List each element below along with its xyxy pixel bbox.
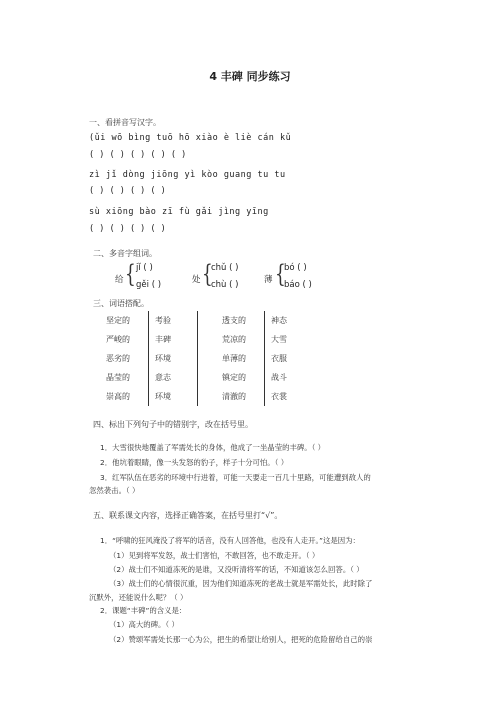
- matching-term[interactable]: 崇高的: [106, 392, 130, 401]
- polyphone-char-gei: 给: [115, 275, 124, 285]
- section1-heading: 一、看拼音写汉字。: [89, 118, 161, 127]
- matching-row: [100, 311, 313, 330]
- matching-term[interactable]: 恶劣的: [106, 354, 130, 363]
- correction-item: 2．他坑着眼睛，像一头发怒的豹子，样子十分可怕。（ ）: [100, 458, 289, 467]
- column-divider: [198, 349, 217, 368]
- matching-row: [100, 349, 313, 368]
- blank-row-3[interactable]: ( ) ( ) ( ) ( ): [89, 224, 166, 234]
- polyphone-line[interactable]: jǐ ( ): [136, 263, 153, 273]
- matching-term[interactable]: 意志: [149, 368, 198, 387]
- correction-item: 3．红军队伍在恶劣的环境中行进着，可能一天要走一百几十里路，可能遭到敌人的: [100, 473, 371, 482]
- column-divider: [198, 330, 217, 349]
- section4-heading: 四、标出下列句子中的错别字，改在括号里。: [93, 420, 253, 429]
- matching-term[interactable]: 透支的: [222, 316, 246, 325]
- option-1-3-continued: 沉默外，还能说什么呢？（ ）: [89, 593, 188, 602]
- matching-table: [100, 311, 313, 406]
- option-1-1[interactable]: （1）见到将军发怒，战士们害怕，不敢回答，也不敢走开。（ ）: [109, 551, 320, 560]
- polyphone-line[interactable]: bó ( ): [284, 263, 307, 273]
- matching-term[interactable]: 丰碑: [149, 330, 198, 349]
- matching-term[interactable]: 清澈的: [222, 392, 246, 401]
- page-title: 4 丰碑 同步练习: [209, 70, 291, 83]
- section5-heading: 五、联系课文内容，选择正确答案，在括号里打“√”。: [93, 511, 283, 520]
- matching-term[interactable]: 大雪: [265, 330, 314, 349]
- blank-row-2[interactable]: ( ) ( ) ( ) ( ): [89, 186, 166, 196]
- brace-icon: {: [125, 260, 136, 288]
- brace-icon: {: [275, 260, 286, 288]
- correction-item-continued: 忽然袭击。（ ）: [89, 486, 140, 495]
- matching-term[interactable]: 衣服: [265, 349, 314, 368]
- polyphone-char-chu: 处: [192, 275, 201, 285]
- correction-item: 1．大雪很快地覆盖了军需处长的身体，他成了一坐晶莹的丰碑。（ ）: [100, 443, 326, 452]
- pinyin-row-3: sù xiōng bào zī fù gǎi jìng yīng: [89, 207, 269, 217]
- matching-term[interactable]: 环境: [149, 387, 198, 406]
- brace-icon: {: [202, 260, 213, 288]
- option-2-2[interactable]: （2）赞颂军需处长那一心为公，把生的希望让给别人，把死的危险留给自己的崇: [109, 635, 373, 644]
- question-2: 2．课题“丰碑”的含义是：: [100, 606, 187, 615]
- matching-term[interactable]: 考验: [149, 311, 198, 330]
- option-1-2[interactable]: （2）战士们不知道冻死的是谁，又没听清将军的话，不知道该怎么回答。（ ）: [109, 565, 364, 574]
- polyphone-line[interactable]: báo ( ): [284, 280, 312, 290]
- column-divider: [198, 368, 217, 387]
- column-divider: [198, 387, 217, 406]
- polyphone-line[interactable]: chǔ ( ): [211, 263, 239, 273]
- section2-heading: 二、多音字组词。: [93, 249, 157, 258]
- matching-row: [100, 368, 313, 387]
- option-1-3[interactable]: （3）战士们的心情很沉重，因为他们知道冻死的老战士就是军需处长，此时除了: [109, 579, 373, 588]
- polyphone-char-bao: 薄: [264, 275, 273, 285]
- matching-row: [100, 387, 313, 406]
- pinyin-row-2: zì jǐ dòng jiōng yì kòo guang tu tu: [89, 170, 286, 180]
- pinyin-row-1: (ǔi wō bìng tuō hō xiào è liè cán kǔ: [89, 133, 292, 143]
- matching-term[interactable]: 战斗: [265, 368, 314, 387]
- section3-heading: 三、词语搭配。: [93, 299, 149, 308]
- matching-term[interactable]: 单薄的: [222, 354, 246, 363]
- matching-term[interactable]: 晶莹的: [106, 373, 130, 382]
- column-divider: [198, 311, 217, 330]
- matching-term[interactable]: 神态: [265, 311, 314, 330]
- option-2-1[interactable]: （1）高大的碑。（ ）: [109, 620, 179, 629]
- matching-term[interactable]: 荒凉的: [222, 335, 246, 344]
- matching-row: [100, 330, 313, 349]
- polyphone-line[interactable]: gěi ( ): [136, 280, 162, 290]
- matching-term[interactable]: 镇定的: [222, 373, 246, 382]
- matching-term[interactable]: 严峻的: [106, 335, 130, 344]
- polyphone-line[interactable]: chù ( ): [211, 280, 239, 290]
- question-1: 1．“呼啸的狂风淹没了将军的话音，没有人回答他，也没有人走开。”这是因为：: [100, 536, 360, 545]
- matching-term[interactable]: 环境: [149, 349, 198, 368]
- matching-term[interactable]: 衣裳: [265, 387, 314, 406]
- matching-term[interactable]: 坚定的: [106, 316, 130, 325]
- blank-row-1[interactable]: ( ) ( ) ( ) ( ) ( ): [89, 150, 187, 160]
